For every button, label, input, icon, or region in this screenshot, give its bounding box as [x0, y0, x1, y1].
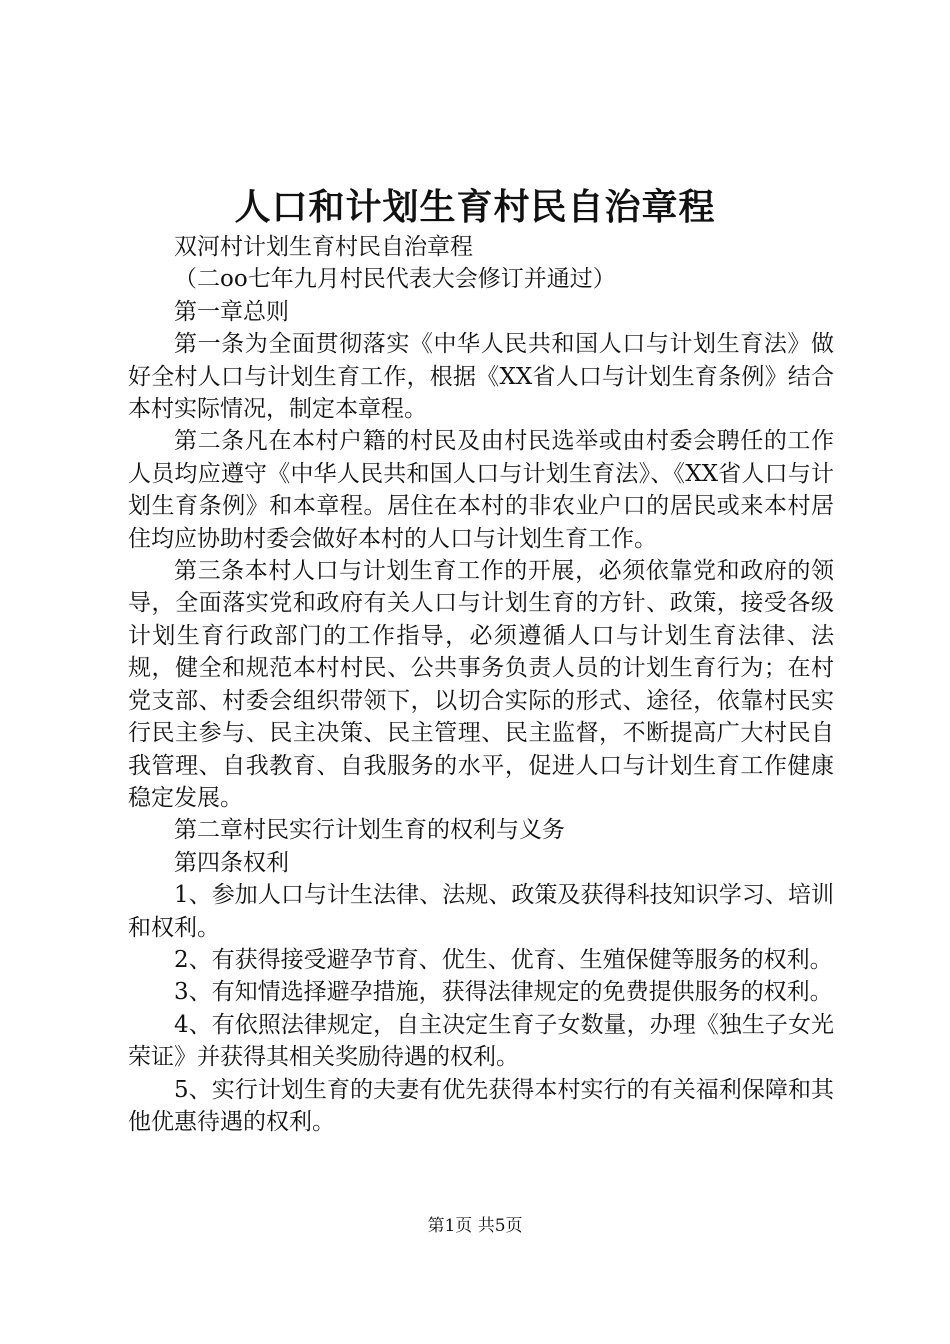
paragraph: 3、有知情选择避孕措施，获得法律规定的免费提供服务的权利。	[174, 979, 833, 1006]
paragraph: 第一章总则	[174, 298, 289, 325]
paragraph: 4、有依照法律规定，自主决定生育子女数量，办理《独生子女光荣证》并获得其相关奖励待遇的权利。	[128, 1011, 834, 1071]
document-body	[128, 231, 834, 1138]
page-footer: 第1页 共5页	[427, 1216, 523, 1236]
paragraph: 双河村计划生育村民自治章程	[174, 234, 473, 260]
paragraph: 5、实行计划生育的夫妻有优先获得本村实行的有关福利保障和其他优惠待遇的权利。	[128, 1076, 834, 1135]
paragraph: 2、有获得接受避孕节育、优生、优育、生殖保健等服务的权利。	[174, 946, 833, 973]
paragraph: 1、参加人口与计生法律、法规、政策及获得科技知识学习、培训和权利。	[128, 882, 834, 941]
paragraph: （二oo七年九月村民代表大会修订并通过）	[174, 266, 616, 293]
paragraph: 第三条本村人口与计划生育工作的开展，必须依靠党和政府的领导，全面落实党和政府有关人口与计划生育的方针、政策，接受各级计划生育行政部门的工作指导，必须遵循人口与计划生育法律、法规，健全和规范本村村民、公共事务负责人员的计划生育行为；在村党支部、村委会组织带领下，以切合实际的形式、途径，依靠村民实行民主参与、民主决策、民主管理、民主监督，不断提高广大村民自我管理、自我教育、自我服务的水平，促进人口与计划生育工作健康稳定发展。	[128, 558, 834, 811]
paragraph: 第一条为全面贯彻落实《中华人民共和国人口与计划生育法》做好全村人口与计划生育工作，根据《XX省人口与计划生育条例》结合本村实际情况，制定本章程。	[128, 331, 834, 423]
paragraph: 第四条权利	[174, 849, 289, 876]
paragraph: 第二章村民实行计划生育的权利与义务	[174, 817, 565, 844]
paragraph: 第二条凡在本村户籍的村民及由村民选举或由村委会聘任的工作人员均应遵守《中华人民共和国人口与计划生育法》、《XX省人口与计划生育条例》和本章程。居住在本村的非农业户口的居民或来本村居住均应协助村委会做好本村的人口与计划生育工作。	[128, 428, 834, 552]
document-title: 人口和计划生育村民自治章程	[234, 187, 716, 228]
